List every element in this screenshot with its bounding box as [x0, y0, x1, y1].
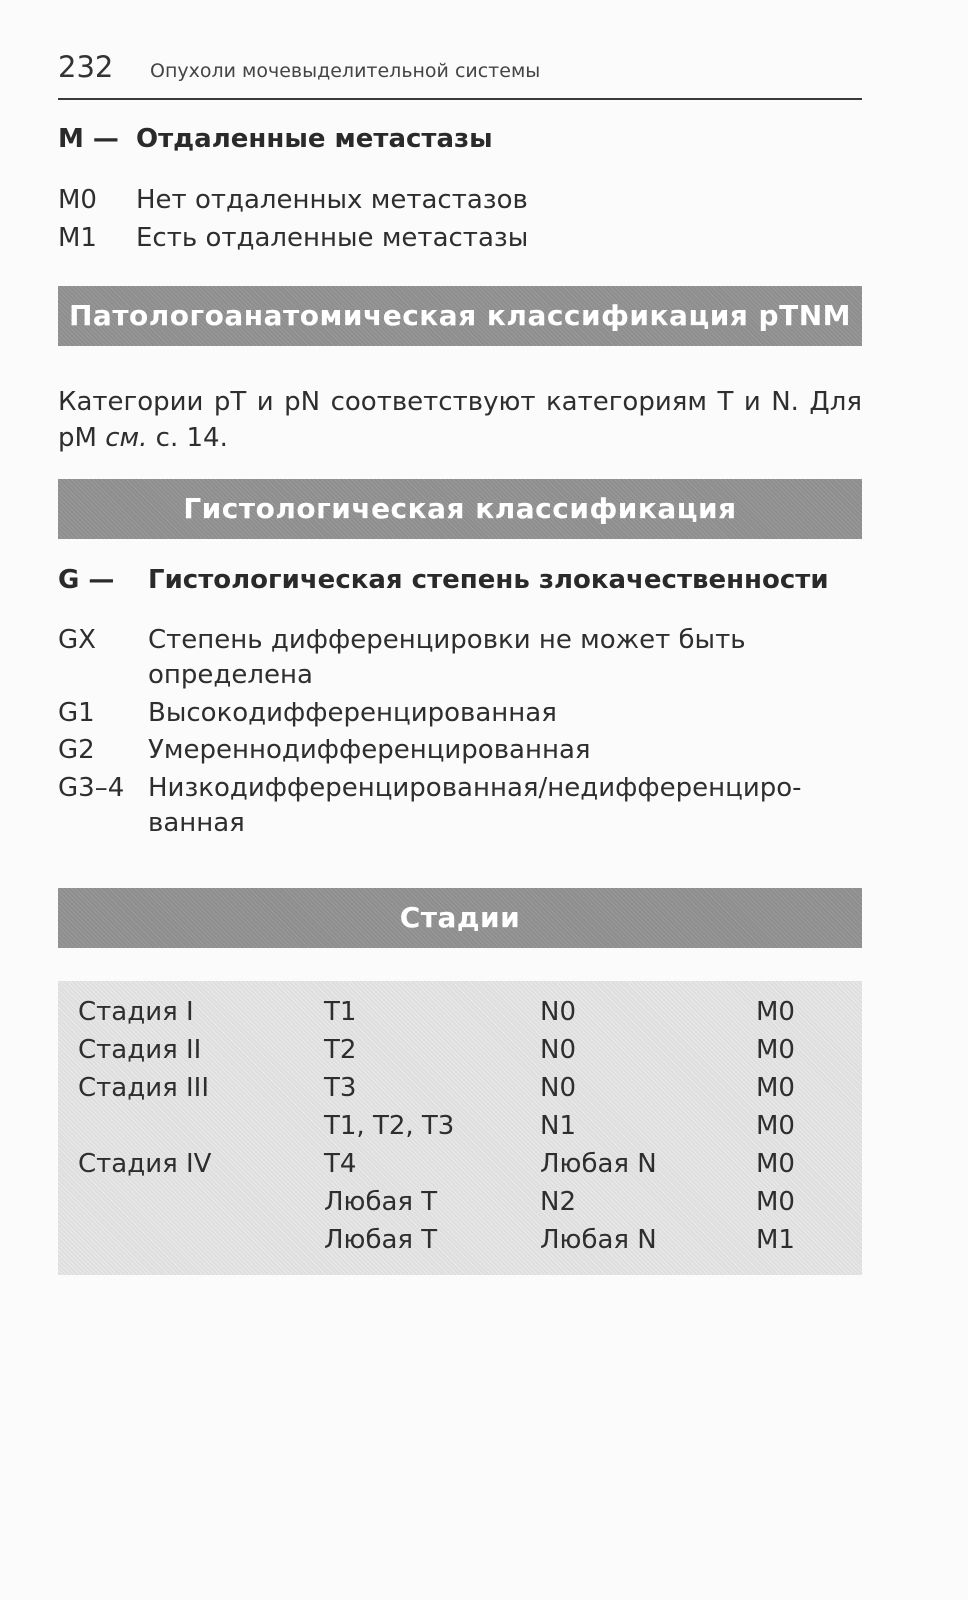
table-row — [58, 993, 862, 1031]
n-cell: N2 — [540, 1187, 576, 1217]
m-heading-title: Отдаленные метастазы — [136, 124, 493, 154]
n-cell: N1 — [540, 1111, 576, 1141]
m-item-text: Нет отдаленных метастазов — [136, 185, 528, 215]
t-cell: T3 — [324, 1073, 357, 1103]
ptnm-band: Патологоанатомическая классификация pTNM — [58, 286, 862, 346]
n-cell: N0 — [540, 1035, 576, 1065]
n-cell: Любая N — [540, 1225, 657, 1255]
table-row — [58, 1107, 862, 1145]
m-section-heading — [58, 124, 493, 154]
m-cell: M1 — [756, 1225, 795, 1255]
n-cell: N0 — [540, 997, 576, 1027]
running-head — [58, 46, 862, 100]
g-item-text-line2: определена — [148, 660, 313, 690]
table-row — [58, 1069, 862, 1107]
histology-band: Гистологическая классификация — [58, 479, 862, 539]
n-cell: Любая N — [540, 1149, 657, 1179]
stage-cell: Стадия II — [78, 1035, 202, 1065]
ptnm-text-italic: см. — [105, 423, 148, 453]
g-item-text-line1: Умереннодифференцированная — [148, 735, 591, 765]
t-cell: Любая T — [324, 1225, 438, 1255]
g-item-text-line1: Высокодифференцированная — [148, 698, 557, 728]
m-cell: M0 — [756, 1035, 795, 1065]
ptnm-text-main: Категории pT и pN соответствуют категориям T и N. Для pM — [58, 387, 862, 453]
ptnm-paragraph — [58, 384, 862, 456]
running-title: Опухоли мочевыделительной системы — [150, 60, 541, 82]
g-item-code: G2 — [58, 735, 95, 765]
stage-cell: Стадия III — [78, 1073, 210, 1103]
m-cell: M0 — [756, 1073, 795, 1103]
t-cell: T1 — [324, 997, 357, 1027]
g-item-code: G1 — [58, 698, 95, 728]
m-item-text: Есть отдаленные метастазы — [136, 223, 529, 253]
g-heading-title: Гистологическая степень злокачественности — [148, 565, 829, 595]
stages-table — [58, 981, 862, 1275]
table-row — [58, 1221, 862, 1259]
stages-band: Стадии — [58, 888, 862, 948]
m-item-code: M1 — [58, 223, 97, 253]
ptnm-text-end: с. 14. — [147, 423, 228, 453]
n-cell: N0 — [540, 1073, 576, 1103]
table-row — [58, 1145, 862, 1183]
table-row — [58, 1031, 862, 1069]
stage-cell: Стадия IV — [78, 1149, 212, 1179]
g-section-heading — [58, 565, 829, 595]
g-item-text-line1: Степень дифференцировки не может быть — [148, 625, 746, 655]
t-cell: T2 — [324, 1035, 357, 1065]
g-item-text-line1: Низкодифференцированная/недифференциро- — [148, 773, 802, 803]
t-cell: T4 — [324, 1149, 357, 1179]
m-cell: M0 — [756, 997, 795, 1027]
table-row — [58, 1183, 862, 1221]
page-number: 232 — [58, 50, 114, 84]
g-item-code: G3–4 — [58, 773, 125, 803]
m-heading-key: M — — [58, 124, 119, 154]
m-cell: M0 — [756, 1149, 795, 1179]
t-cell: T1, T2, T3 — [324, 1111, 455, 1141]
stage-cell: Стадия I — [78, 997, 194, 1027]
t-cell: Любая T — [324, 1187, 438, 1217]
m-cell: M0 — [756, 1111, 795, 1141]
g-item-text-line2: ванная — [148, 808, 245, 838]
g-item-code: GX — [58, 625, 96, 655]
m-item-code: M0 — [58, 185, 97, 215]
m-cell: M0 — [756, 1187, 795, 1217]
g-heading-key: G — — [58, 565, 115, 595]
